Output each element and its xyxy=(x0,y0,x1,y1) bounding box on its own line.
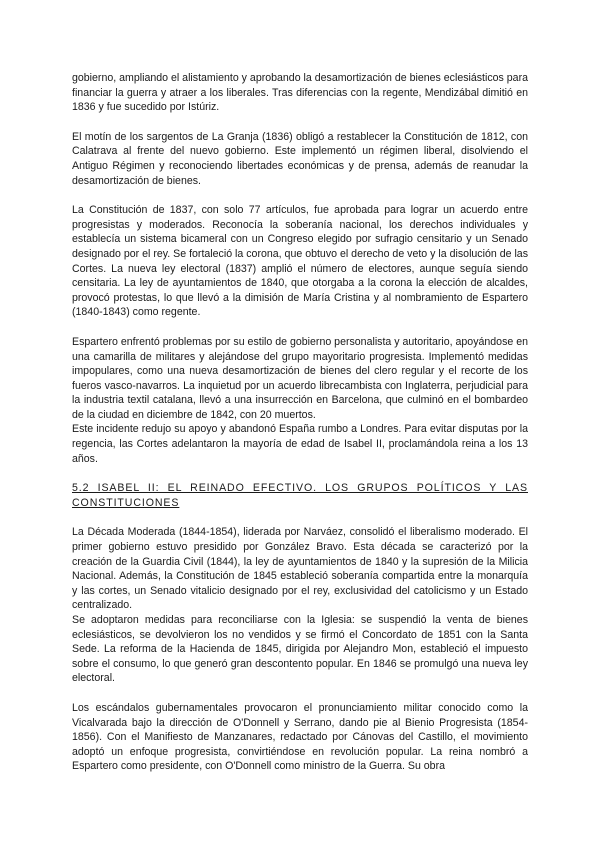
paragraph-bienio-progresista: Los escándalos gubernamentales provocaron el pronunciamiento militar conocido como la Vicalvarada bajo la dirección de O'Donnell y Serrano, dando pie al Bienio Progresista (1854-1856). Con el Manifiesto de Manzanares, redactado por Cánovas del Castillo, el movimiento adoptó un enfoque progresista, convirtiéndose en revolución popular. La reina nombró a Espartero como presidente, con O'Donnell como ministro de la Guerra. Su obra xyxy=(72,701,528,773)
section-heading: 5.2 ISABEL II: EL REINADO EFECTIVO. LOS GRUPOS POLÍTICOS Y LAS CONSTITUCIONES xyxy=(72,482,528,509)
paragraph-iglesia-hacienda: Se adoptaron medidas para reconciliarse con la Iglesia: se suspendió la venta de bienes eclesiásticos, se devolvieron los no vendidos y se firmó el Concordato de 1851 con la Santa Sede. La reforma de la Hacienda de 1845, dirigida por Alejandro Mon, estableció el impuesto sobre el consumo, lo que generó gran descontento popular. En 1846 se promulgó una nueva ley electoral. xyxy=(72,614,528,685)
paragraph-espartero: Espartero enfrentó problemas por su estilo de gobierno personalista y autoritario, apoyándose en una camarilla de militares y alejándose del grupo mayoritario progresista. Implementó medidas impopulares, como una nueva desamortización de bienes del clero regular y el recorte de los fueros vasco-navarros. La inquietud por un acuerdo librecambista con Inglaterra, perjudicial para la industria textil catalana, llevó a una insurrección en Barcelona, que culminó en el bombardeo de la ciudad en diciembre de 1842, con 20 muertos. xyxy=(72,335,528,421)
paragraph-isabel-mayoria-edad: Este incidente redujo su apoyo y abandonó España rumbo a Londres. Para evitar disputas por la regencia, las Cortes adelantaron la mayoría de edad de Isabel II, proclamándola reina a los 13 años. xyxy=(72,423,528,465)
paragraph-constitucion-1837: La Constitución de 1837, con solo 77 artículos, fue aprobada para lograr un acuerdo entre progresistas y moderados. Reconocía la soberanía nacional, los derechos individuales y establecía un sistema bicameral con un Congreso elegido por sufragio censitario y un Senado designado por el rey. Se fortaleció la corona, que obtuvo el derecho de veto y la disolución de las Cortes. La nueva ley electoral (1837) amplió el número de electores, aunque seguía siendo censitaria. La ley de ayuntamientos de 1840, que otorgaba a la corona la elección de alcaldes, provocó protestas, lo que llevó a la dimisión de María Cristina y al nombramiento de Espartero (1840-1843) como regente. xyxy=(72,204,528,319)
paragraph-motin-la-granja: El motín de los sargentos de La Granja (1836) obligó a restablecer la Constitución de 1812, con Calatrava al frente del nuevo gobierno. Este implementó un régimen liberal, disolviendo el Antiguo Régimen y reconociendo libertades económicas y de prensa, además de reanudar la desamortización de bienes. xyxy=(72,130,528,187)
paragraph-decada-moderada: La Década Moderada (1844-1854), liderada por Narváez, consolidó el liberalismo moderado. El primer gobierno estuvo presidido por González Bravo. Esta década se caracterizó por la creación de la Guardia Civil (1844), la ley de ayuntamientos de 1840 y la supresión de la Milicia Nacional. Además, la Constitución de 1845 estableció soberanía compartida entre la monarquía y las cortes, un Senado vitalicio designado por el rey, exclusividad del catolicismo y un Estado centralizado. xyxy=(72,526,528,612)
paragraph-mendizabal: gobierno, ampliando el alistamiento y aprobando la desamortización de bienes eclesiásticos para financiar la guerra y atraer a los liberales. Tras diferencias con la regente, Mendizábal dimitió en 1836 y fue sucedido por Istúriz. xyxy=(72,72,528,114)
document-body xyxy=(72,71,528,774)
